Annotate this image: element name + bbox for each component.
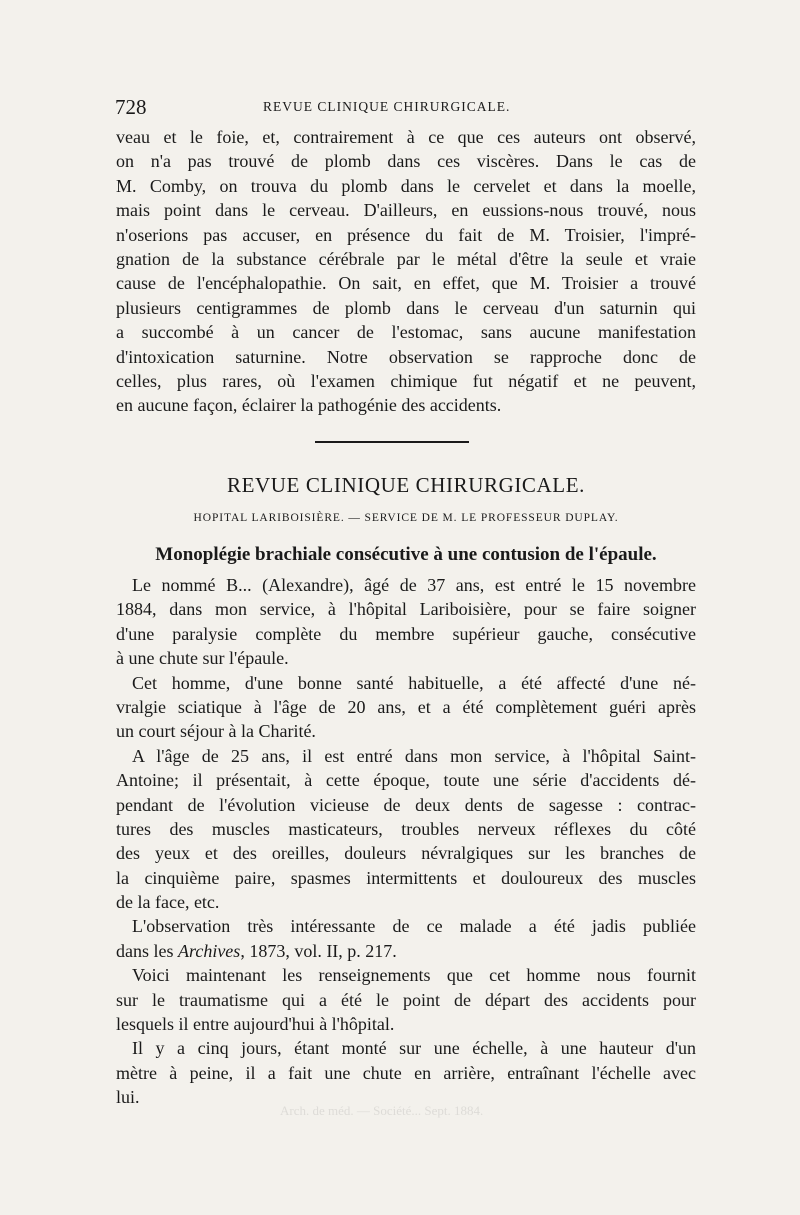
section-divider	[315, 441, 469, 443]
text-line: d'une paralysie complète du membre supérieur gauche, consécutive	[116, 623, 696, 644]
section-title: REVUE CLINIQUE CHIRURGICALE.	[226, 473, 586, 497]
text-line: mais point dans le cerveau. D'ailleurs, en eussions-nous trouvé, nous	[116, 200, 696, 221]
text-line: des yeux et des oreilles, douleurs névralgiques sur les branches de	[116, 843, 696, 864]
text-line: M. Comby, on trouva du plomb dans le cervelet et dans la moelle,	[116, 175, 696, 196]
text-line: d'intoxication saturnine. Notre observation se rapproche donc de	[116, 346, 696, 367]
text-line	[116, 939, 696, 963]
bleed-through-text: Arch. de méd. — Société... Sept. 1884.	[280, 1103, 484, 1118]
text-fragment: dans les	[116, 940, 178, 961]
text-line: pendant de l'évolution vicieuse de deux dents de sagesse : contrac-	[116, 794, 696, 815]
text-line: tures des muscles masticateurs, troubles nerveux réflexes du côté	[116, 818, 696, 839]
text-fragment: 1873, vol. II, p. 217.	[249, 940, 397, 961]
text-line: cause de l'encéphalopathie. On sait, en effet, que M. Troisier a trouvé	[116, 273, 696, 294]
text-line: L'observation très intéressante de ce malade a été jadis publiée	[132, 916, 696, 937]
text-line: mètre à peine, il a fait une chute en arrière, entraînant l'échelle avec	[116, 1062, 696, 1083]
text-line: un court séjour à la Charité.	[116, 721, 316, 742]
text-line: n'oserions pas accuser, en présence du fait de M. Troisier, l'impré-	[116, 224, 696, 245]
text-line: gnation de la substance cérébrale par le métal d'être la seule et vraie	[116, 248, 696, 269]
text-line: la cinquième paire, spasmes intermittents et douloureux des muscles	[116, 867, 696, 888]
text-line: de la face, etc.	[116, 892, 220, 913]
text-line: 1884, dans mon service, à l'hôpital Lariboisière, pour se faire soigner	[116, 599, 696, 620]
text-line: Antoine; il présentait, à cette époque, toute une série d'accidents dé-	[116, 770, 696, 791]
text-line: Cet homme, d'une bonne santé habituelle, a été affecté d'une né-	[132, 672, 696, 693]
text-line: Voici maintenant les renseignements que cet homme nous fournit	[132, 965, 696, 986]
article-title: Monoplégie brachiale consécutive à une contusion de l'épaule.	[155, 544, 657, 565]
text-line: veau et le foie, et, contrairement à ce que ces auteurs ont observé,	[116, 127, 696, 147]
service-line: HOPITAL LARIBOISIÈRE. — SERVICE DE M. LE PROFESSEUR DUPLAY.	[193, 512, 619, 524]
text-fragment: ,	[240, 940, 250, 961]
text-line: A l'âge de 25 ans, il est entré dans mon service, à l'hôpital Saint-	[132, 745, 696, 766]
text-line: vralgie sciatique à l'âge de 20 ans, et a été complètement guéri après	[116, 696, 696, 717]
continuation-paragraph	[116, 125, 696, 418]
text-line: à une chute sur l'épaule.	[116, 648, 289, 669]
text-line: Le nommé B... (Alexandre), âgé de 37 ans, est entré le 15 novembre	[132, 575, 696, 595]
text-line: celles, plus rares, où l'examen chimique fut négatif et ne peuvent,	[116, 370, 696, 391]
text-line: en aucune façon, éclairer la pathogénie des accidents.	[116, 395, 502, 416]
journal-title: Archives	[178, 940, 241, 961]
page-number: 728	[115, 95, 147, 119]
text-line: Il y a cinq jours, étant monté sur une échelle, à une hauteur d'un	[132, 1038, 696, 1059]
text-line: on n'a pas trouvé de plomb dans ces viscères. Dans le cas de	[116, 151, 696, 172]
running-header	[115, 94, 697, 120]
text-line: a succombé à un cancer de l'estomac, sans aucune manifestation	[116, 322, 696, 343]
text-line: lesquels il entre aujourd'hui à l'hôpital.	[116, 1014, 395, 1035]
running-title: REVUE CLINIQUE CHIRURGICALE.	[263, 99, 511, 114]
article-body	[116, 573, 696, 1110]
text-line: sur le traumatisme qui a été le point de départ des accidents pour	[116, 989, 696, 1010]
text-line: lui.	[116, 1087, 140, 1108]
text-line: plusieurs centigrammes de plomb dans le cerveau d'un saturnin qui	[116, 297, 696, 318]
